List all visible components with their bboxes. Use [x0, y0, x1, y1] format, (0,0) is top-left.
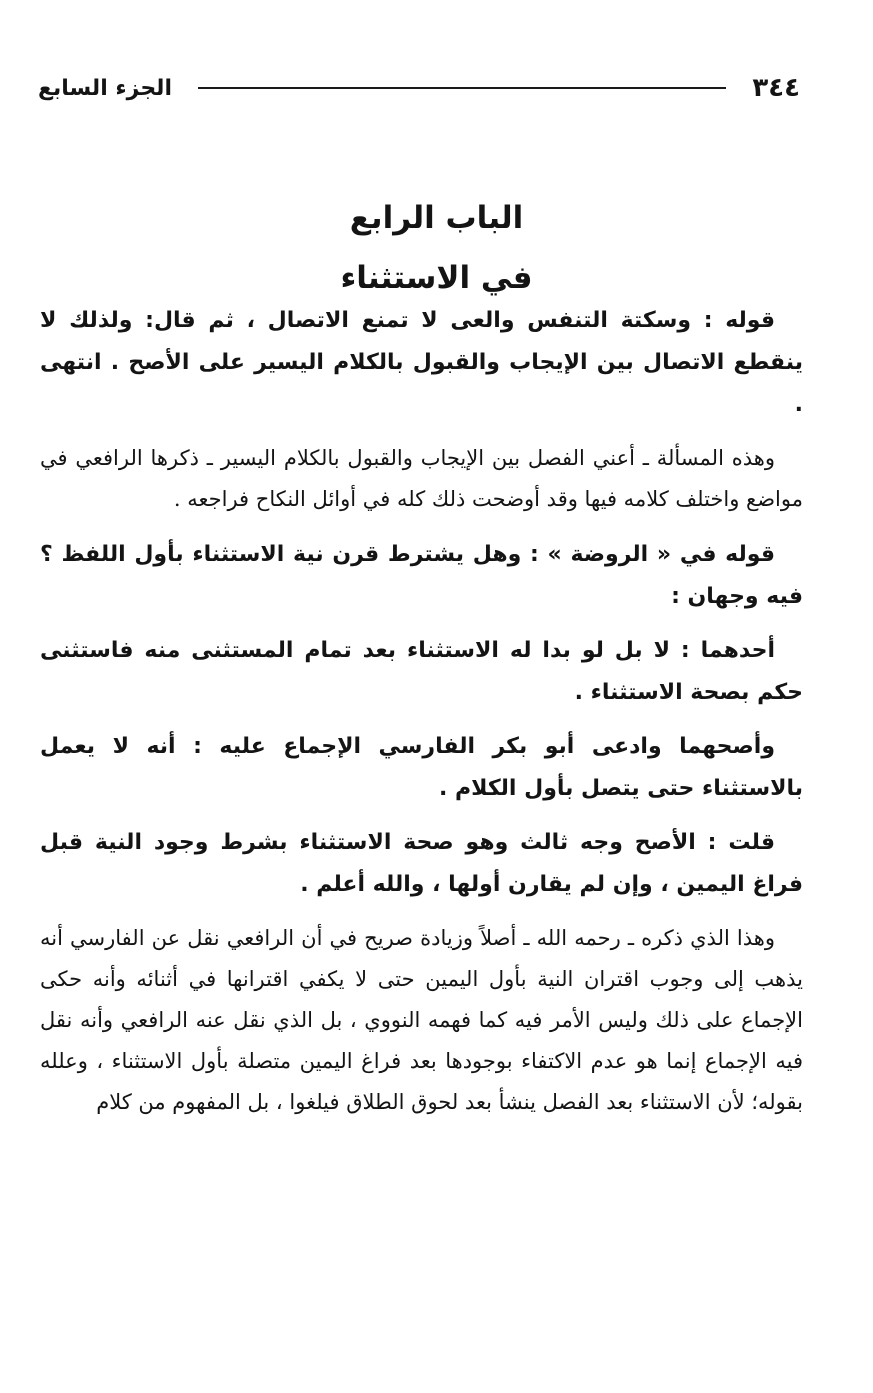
commentary-2: وهذا الذي ذكره ـ رحمه الله ـ أصلاً وزيادة صريح في أن الرافعي نقل عن الفارسي أنه يذهب إلى وجوب اقتران النية بأول اليمين حتى لا يكفي اقترانها في أثنائه وأنه حكى الإجماع على ذلك وليس الأمر فيه كما فهمه النووي ، بل الذي نقل عنه الرافعي وأنه نقل فيه الإجماع إنما هو عدم الاكتفاء بوجودها بعد فراغ اليمين متصلة بأول الاستثناء ، وعلله بقوله؛ لأن الاستثناء بعد الفصل ينشأ بعد لحوق الطلاق فيلغوا ، بل المفهوم من كلام [40, 926, 803, 1114]
quoted-statement-2: قوله في « الروضة » : وهل يشترط قرن نية الاستثناء بأول اللفظ ؟ فيه وجهان : [40, 542, 803, 609]
page-number: ٣٤٤ [752, 73, 800, 103]
running-header [38, 66, 800, 110]
quoted-statement-1: قوله : وسكتة التنفس والعى لا تمنع الاتصال ، ثم قال: ولذلك لا ينقطع الاتصال بين الإيجاب والقبول بالكلام اليسير على الأصح . انتهى . [40, 308, 803, 417]
volume-title: الجزء السابع [38, 75, 172, 101]
page-body [40, 300, 803, 1137]
quoted-statement-4: وأصحهما وادعى أبو بكر الفارسي الإجماع عليه : أنه لا يعمل بالاستثناء حتى يتصل بأول الكلام . [40, 734, 803, 801]
header-rule [198, 87, 726, 89]
chapter-subtitle: في الاستثناء [340, 260, 533, 296]
quoted-statement-5: قلت : الأصح وجه ثالث وهو صحة الاستثناء بشرط وجود النية قبل فراغ اليمين ، وإن لم يقارن أولها ، والله أعلم . [40, 830, 803, 897]
quoted-statement-3: أحدهما : لا بل لو بدا له الاستثناء بعد تمام المستثنى منه فاستثنى حكم بصحة الاستثناء . [40, 638, 803, 705]
chapter-title: الباب الرابع [349, 200, 524, 236]
commentary-1: وهذه المسألة ـ أعني الفصل بين الإيجاب والقبول بالكلام اليسير ـ ذكرها الرافعي في مواضع واختلف كلامه فيها وقد أوضحت ذلك كله في أوائل النكاح فراجعه . [40, 446, 803, 511]
chapter-heading [0, 188, 873, 308]
